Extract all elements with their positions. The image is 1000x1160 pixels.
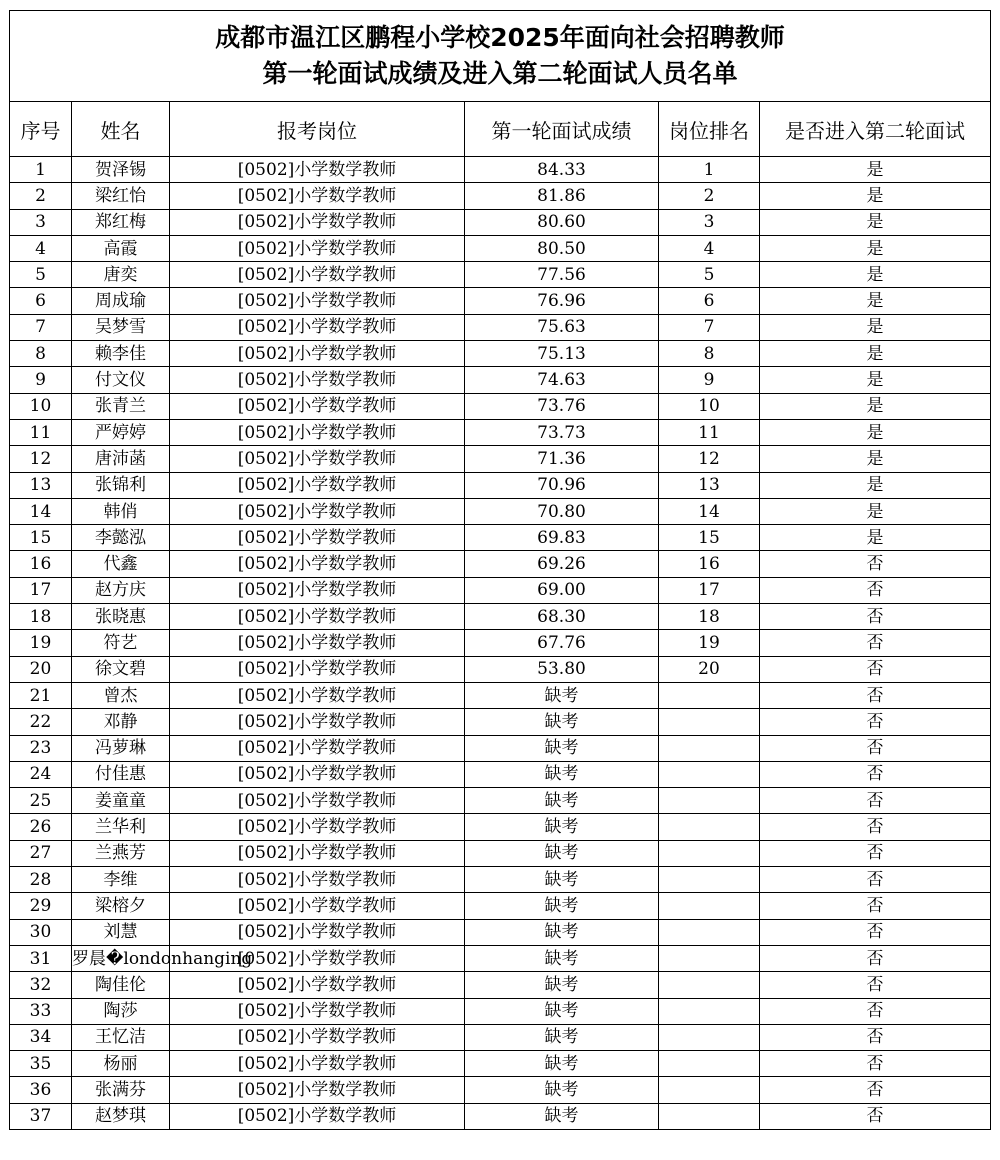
cell-position: [0502]小学数学教师 [170, 998, 465, 1024]
cell-score: 69.00 [465, 577, 659, 603]
cell-rank: 18 [659, 604, 760, 630]
column-header-rank: 岗位排名 [659, 102, 760, 157]
cell-rank [659, 1103, 760, 1129]
cell-number: 27 [10, 840, 72, 866]
cell-advance: 是 [760, 183, 991, 209]
cell-score: 缺考 [465, 893, 659, 919]
cell-position: [0502]小学数学教师 [170, 341, 465, 367]
cell-advance: 否 [760, 840, 991, 866]
table-row [10, 498, 991, 524]
cell-position: [0502]小学数学教师 [170, 709, 465, 735]
table-row [10, 577, 991, 603]
table-row [10, 393, 991, 419]
cell-number: 12 [10, 446, 72, 472]
cell-advance: 是 [760, 393, 991, 419]
table-row [10, 1077, 991, 1103]
cell-number: 11 [10, 419, 72, 445]
cell-rank: 2 [659, 183, 760, 209]
table-row [10, 814, 991, 840]
cell-number: 21 [10, 682, 72, 708]
cell-score: 缺考 [465, 761, 659, 787]
cell-score: 75.13 [465, 341, 659, 367]
cell-position: [0502]小学数学教师 [170, 262, 465, 288]
document-title [10, 11, 991, 102]
table-row [10, 288, 991, 314]
cell-score: 84.33 [465, 157, 659, 183]
cell-score: 缺考 [465, 735, 659, 761]
cell-name: 唐奕 [72, 262, 170, 288]
cell-name: 付文仪 [72, 367, 170, 393]
cell-rank: 15 [659, 525, 760, 551]
results-table [9, 10, 991, 1130]
cell-position: [0502]小学数学教师 [170, 735, 465, 761]
cell-advance: 否 [760, 761, 991, 787]
table-row [10, 262, 991, 288]
cell-position: [0502]小学数学教师 [170, 761, 465, 787]
cell-rank [659, 972, 760, 998]
cell-rank: 8 [659, 341, 760, 367]
cell-advance: 否 [760, 919, 991, 945]
cell-score: 缺考 [465, 867, 659, 893]
cell-rank: 7 [659, 314, 760, 340]
cell-advance: 否 [760, 972, 991, 998]
cell-rank [659, 1051, 760, 1077]
cell-advance: 否 [760, 814, 991, 840]
cell-score: 69.26 [465, 551, 659, 577]
cell-name: 严婷婷 [72, 419, 170, 445]
cell-name: 赖李佳 [72, 341, 170, 367]
cell-position: [0502]小学数学教师 [170, 551, 465, 577]
table-row [10, 709, 991, 735]
cell-number: 34 [10, 1024, 72, 1050]
cell-name: 符艺 [72, 630, 170, 656]
cell-position: [0502]小学数学教师 [170, 446, 465, 472]
cell-rank: 10 [659, 393, 760, 419]
cell-rank [659, 761, 760, 787]
cell-advance: 否 [760, 709, 991, 735]
cell-advance: 是 [760, 209, 991, 235]
cell-rank [659, 735, 760, 761]
cell-number: 23 [10, 735, 72, 761]
column-header-score: 第一轮面试成绩 [465, 102, 659, 157]
cell-rank [659, 1077, 760, 1103]
cell-score: 缺考 [465, 840, 659, 866]
cell-number: 17 [10, 577, 72, 603]
cell-position: [0502]小学数学教师 [170, 788, 465, 814]
cell-score: 缺考 [465, 1077, 659, 1103]
cell-score: 73.76 [465, 393, 659, 419]
cell-score: 缺考 [465, 814, 659, 840]
table-body [10, 157, 991, 1130]
cell-position: [0502]小学数学教师 [170, 840, 465, 866]
cell-advance: 是 [760, 157, 991, 183]
cell-position: [0502]小学数学教师 [170, 288, 465, 314]
table-row [10, 157, 991, 183]
cell-score: 69.83 [465, 525, 659, 551]
cell-number: 1 [10, 157, 72, 183]
cell-number: 8 [10, 341, 72, 367]
results-sheet [9, 10, 990, 1130]
cell-advance: 是 [760, 472, 991, 498]
cell-number: 5 [10, 262, 72, 288]
cell-number: 29 [10, 893, 72, 919]
cell-number: 33 [10, 998, 72, 1024]
cell-number: 24 [10, 761, 72, 787]
table-row [10, 945, 991, 971]
cell-rank: 17 [659, 577, 760, 603]
cell-number: 26 [10, 814, 72, 840]
cell-position: [0502]小学数学教师 [170, 183, 465, 209]
cell-name: 张青兰 [72, 393, 170, 419]
cell-number: 9 [10, 367, 72, 393]
cell-rank: 9 [659, 367, 760, 393]
cell-rank [659, 919, 760, 945]
cell-number: 10 [10, 393, 72, 419]
cell-score: 77.56 [465, 262, 659, 288]
cell-score: 53.80 [465, 656, 659, 682]
cell-advance: 是 [760, 446, 991, 472]
cell-score: 缺考 [465, 1051, 659, 1077]
cell-advance: 否 [760, 788, 991, 814]
cell-rank [659, 893, 760, 919]
cell-number: 28 [10, 867, 72, 893]
table-row [10, 604, 991, 630]
cell-advance: 是 [760, 288, 991, 314]
cell-number: 18 [10, 604, 72, 630]
table-row [10, 314, 991, 340]
cell-rank: 13 [659, 472, 760, 498]
cell-position: [0502]小学数学教师 [170, 1077, 465, 1103]
cell-position: [0502]小学数学教师 [170, 235, 465, 261]
cell-name: 李维 [72, 867, 170, 893]
cell-number: 16 [10, 551, 72, 577]
table-row [10, 840, 991, 866]
cell-advance: 否 [760, 656, 991, 682]
cell-name: 王忆洁 [72, 1024, 170, 1050]
table-row [10, 525, 991, 551]
cell-position: [0502]小学数学教师 [170, 972, 465, 998]
cell-score: 70.80 [465, 498, 659, 524]
cell-score: 缺考 [465, 919, 659, 945]
cell-position: [0502]小学数学教师 [170, 893, 465, 919]
cell-score: 70.96 [465, 472, 659, 498]
cell-rank: 1 [659, 157, 760, 183]
cell-name: 兰华利 [72, 814, 170, 840]
cell-number: 22 [10, 709, 72, 735]
cell-number: 32 [10, 972, 72, 998]
cell-name: 唐沛菡 [72, 446, 170, 472]
cell-position: [0502]小学数学教师 [170, 472, 465, 498]
cell-rank [659, 682, 760, 708]
table-row [10, 1103, 991, 1129]
column-header-name: 姓名 [72, 102, 170, 157]
cell-number: 14 [10, 498, 72, 524]
cell-advance: 否 [760, 1103, 991, 1129]
table-row [10, 183, 991, 209]
cell-number: 7 [10, 314, 72, 340]
cell-rank: 6 [659, 288, 760, 314]
cell-position: [0502]小学数学教师 [170, 419, 465, 445]
cell-rank: 19 [659, 630, 760, 656]
table-row [10, 341, 991, 367]
cell-advance: 否 [760, 867, 991, 893]
cell-score: 81.86 [465, 183, 659, 209]
cell-number: 37 [10, 1103, 72, 1129]
cell-position: [0502]小学数学教师 [170, 814, 465, 840]
cell-position: [0502]小学数学教师 [170, 867, 465, 893]
cell-rank: 3 [659, 209, 760, 235]
cell-rank: 11 [659, 419, 760, 445]
cell-position: [0502]小学数学教师 [170, 209, 465, 235]
table-row [10, 419, 991, 445]
cell-number: 15 [10, 525, 72, 551]
cell-name: 周成瑜 [72, 288, 170, 314]
cell-number: 13 [10, 472, 72, 498]
cell-score: 75.63 [465, 314, 659, 340]
table-row [10, 551, 991, 577]
cell-advance: 否 [760, 1051, 991, 1077]
cell-score: 缺考 [465, 788, 659, 814]
cell-score: 缺考 [465, 945, 659, 971]
table-row [10, 446, 991, 472]
cell-rank [659, 998, 760, 1024]
cell-advance: 是 [760, 498, 991, 524]
cell-name: 李懿泓 [72, 525, 170, 551]
cell-name: 代鑫 [72, 551, 170, 577]
cell-advance: 是 [760, 314, 991, 340]
cell-number: 4 [10, 235, 72, 261]
cell-name: 杨丽 [72, 1051, 170, 1077]
cell-rank: 16 [659, 551, 760, 577]
title-line-2: 第一轮面试成绩及进入第二轮面试人员名单 [262, 59, 738, 88]
cell-advance: 是 [760, 262, 991, 288]
cell-name: 张晓惠 [72, 604, 170, 630]
table-row [10, 919, 991, 945]
cell-score: 缺考 [465, 1024, 659, 1050]
cell-position: [0502]小学数学教师 [170, 945, 465, 971]
cell-rank [659, 1024, 760, 1050]
cell-position: [0502]小学数学教师 [170, 498, 465, 524]
table-row [10, 998, 991, 1024]
cell-rank [659, 840, 760, 866]
cell-rank: 20 [659, 656, 760, 682]
cell-score: 缺考 [465, 1103, 659, 1129]
cell-advance: 否 [760, 604, 991, 630]
column-header-advance: 是否进入第二轮面试 [760, 102, 991, 157]
cell-rank [659, 709, 760, 735]
cell-name: 吴梦雪 [72, 314, 170, 340]
cell-position: [0502]小学数学教师 [170, 314, 465, 340]
cell-position: [0502]小学数学教师 [170, 525, 465, 551]
cell-position: [0502]小学数学教师 [170, 1051, 465, 1077]
table-row [10, 972, 991, 998]
cell-name: 张锦利 [72, 472, 170, 498]
cell-rank [659, 945, 760, 971]
cell-rank: 4 [659, 235, 760, 261]
cell-name: 贺泽锡 [72, 157, 170, 183]
cell-name: 陶莎 [72, 998, 170, 1024]
table-row [10, 367, 991, 393]
table-row [10, 893, 991, 919]
cell-position: [0502]小学数学教师 [170, 367, 465, 393]
cell-advance: 否 [760, 893, 991, 919]
cell-name: 高霞 [72, 235, 170, 261]
cell-number: 20 [10, 656, 72, 682]
cell-score: 80.50 [465, 235, 659, 261]
cell-name: 赵方庆 [72, 577, 170, 603]
cell-score: 缺考 [465, 709, 659, 735]
cell-number: 30 [10, 919, 72, 945]
cell-advance: 否 [760, 630, 991, 656]
cell-name: 梁榕夕 [72, 893, 170, 919]
cell-name: 郑红梅 [72, 209, 170, 235]
cell-position: [0502]小学数学教师 [170, 630, 465, 656]
cell-name: 徐文碧 [72, 656, 170, 682]
cell-advance: 否 [760, 1077, 991, 1103]
cell-name: 冯萝琳 [72, 735, 170, 761]
cell-score: 缺考 [465, 682, 659, 708]
cell-name: 韩俏 [72, 498, 170, 524]
cell-rank: 12 [659, 446, 760, 472]
cell-name: 付佳惠 [72, 761, 170, 787]
cell-advance: 是 [760, 367, 991, 393]
cell-name: 梁红怡 [72, 183, 170, 209]
cell-rank: 14 [659, 498, 760, 524]
table-row [10, 209, 991, 235]
cell-position: [0502]小学数学教师 [170, 157, 465, 183]
header-row [10, 102, 991, 157]
cell-position: [0502]小学数学教师 [170, 1103, 465, 1129]
cell-number: 25 [10, 788, 72, 814]
cell-rank: 5 [659, 262, 760, 288]
cell-score: 74.63 [465, 367, 659, 393]
cell-score: 68.30 [465, 604, 659, 630]
column-header-number: 序号 [10, 102, 72, 157]
cell-name: 兰燕芳 [72, 840, 170, 866]
cell-position: [0502]小学数学教师 [170, 604, 465, 630]
cell-rank [659, 867, 760, 893]
cell-position: [0502]小学数学教师 [170, 919, 465, 945]
cell-number: 36 [10, 1077, 72, 1103]
cell-name: 陶佳伦 [72, 972, 170, 998]
cell-name: 赵梦琪 [72, 1103, 170, 1129]
cell-position: [0502]小学数学教师 [170, 577, 465, 603]
cell-name: 曾杰 [72, 682, 170, 708]
cell-name: 罗晨�londonhanging [72, 945, 170, 971]
table-row [10, 235, 991, 261]
cell-position: [0502]小学数学教师 [170, 656, 465, 682]
table-row [10, 761, 991, 787]
table-row [10, 867, 991, 893]
cell-advance: 否 [760, 551, 991, 577]
table-row [10, 682, 991, 708]
table-row [10, 1051, 991, 1077]
cell-advance: 否 [760, 945, 991, 971]
cell-number: 35 [10, 1051, 72, 1077]
cell-position: [0502]小学数学教师 [170, 1024, 465, 1050]
cell-name: 张满芬 [72, 1077, 170, 1103]
cell-rank [659, 814, 760, 840]
cell-name: 邓静 [72, 709, 170, 735]
cell-advance: 否 [760, 577, 991, 603]
cell-position: [0502]小学数学教师 [170, 393, 465, 419]
cell-score: 71.36 [465, 446, 659, 472]
cell-number: 19 [10, 630, 72, 656]
cell-position: [0502]小学数学教师 [170, 682, 465, 708]
table-row [10, 788, 991, 814]
table-row [10, 735, 991, 761]
cell-score: 73.73 [465, 419, 659, 445]
table-row [10, 472, 991, 498]
cell-rank [659, 788, 760, 814]
cell-advance: 否 [760, 998, 991, 1024]
table-row [10, 656, 991, 682]
table-row [10, 1024, 991, 1050]
cell-number: 6 [10, 288, 72, 314]
cell-score: 80.60 [465, 209, 659, 235]
cell-advance: 否 [760, 735, 991, 761]
cell-name: 姜童童 [72, 788, 170, 814]
cell-number: 3 [10, 209, 72, 235]
cell-advance: 是 [760, 341, 991, 367]
cell-score: 76.96 [465, 288, 659, 314]
cell-score: 67.76 [465, 630, 659, 656]
cell-number: 2 [10, 183, 72, 209]
cell-name: 刘慧 [72, 919, 170, 945]
column-header-position: 报考岗位 [170, 102, 465, 157]
cell-advance: 否 [760, 682, 991, 708]
cell-score: 缺考 [465, 998, 659, 1024]
cell-advance: 是 [760, 419, 991, 445]
cell-advance: 是 [760, 235, 991, 261]
cell-advance: 否 [760, 1024, 991, 1050]
cell-advance: 是 [760, 525, 991, 551]
cell-number: 31 [10, 945, 72, 971]
table-row [10, 630, 991, 656]
title-line-1: 成都市温江区鹏程小学校2025年面向社会招聘教师 [215, 23, 785, 52]
cell-score: 缺考 [465, 972, 659, 998]
